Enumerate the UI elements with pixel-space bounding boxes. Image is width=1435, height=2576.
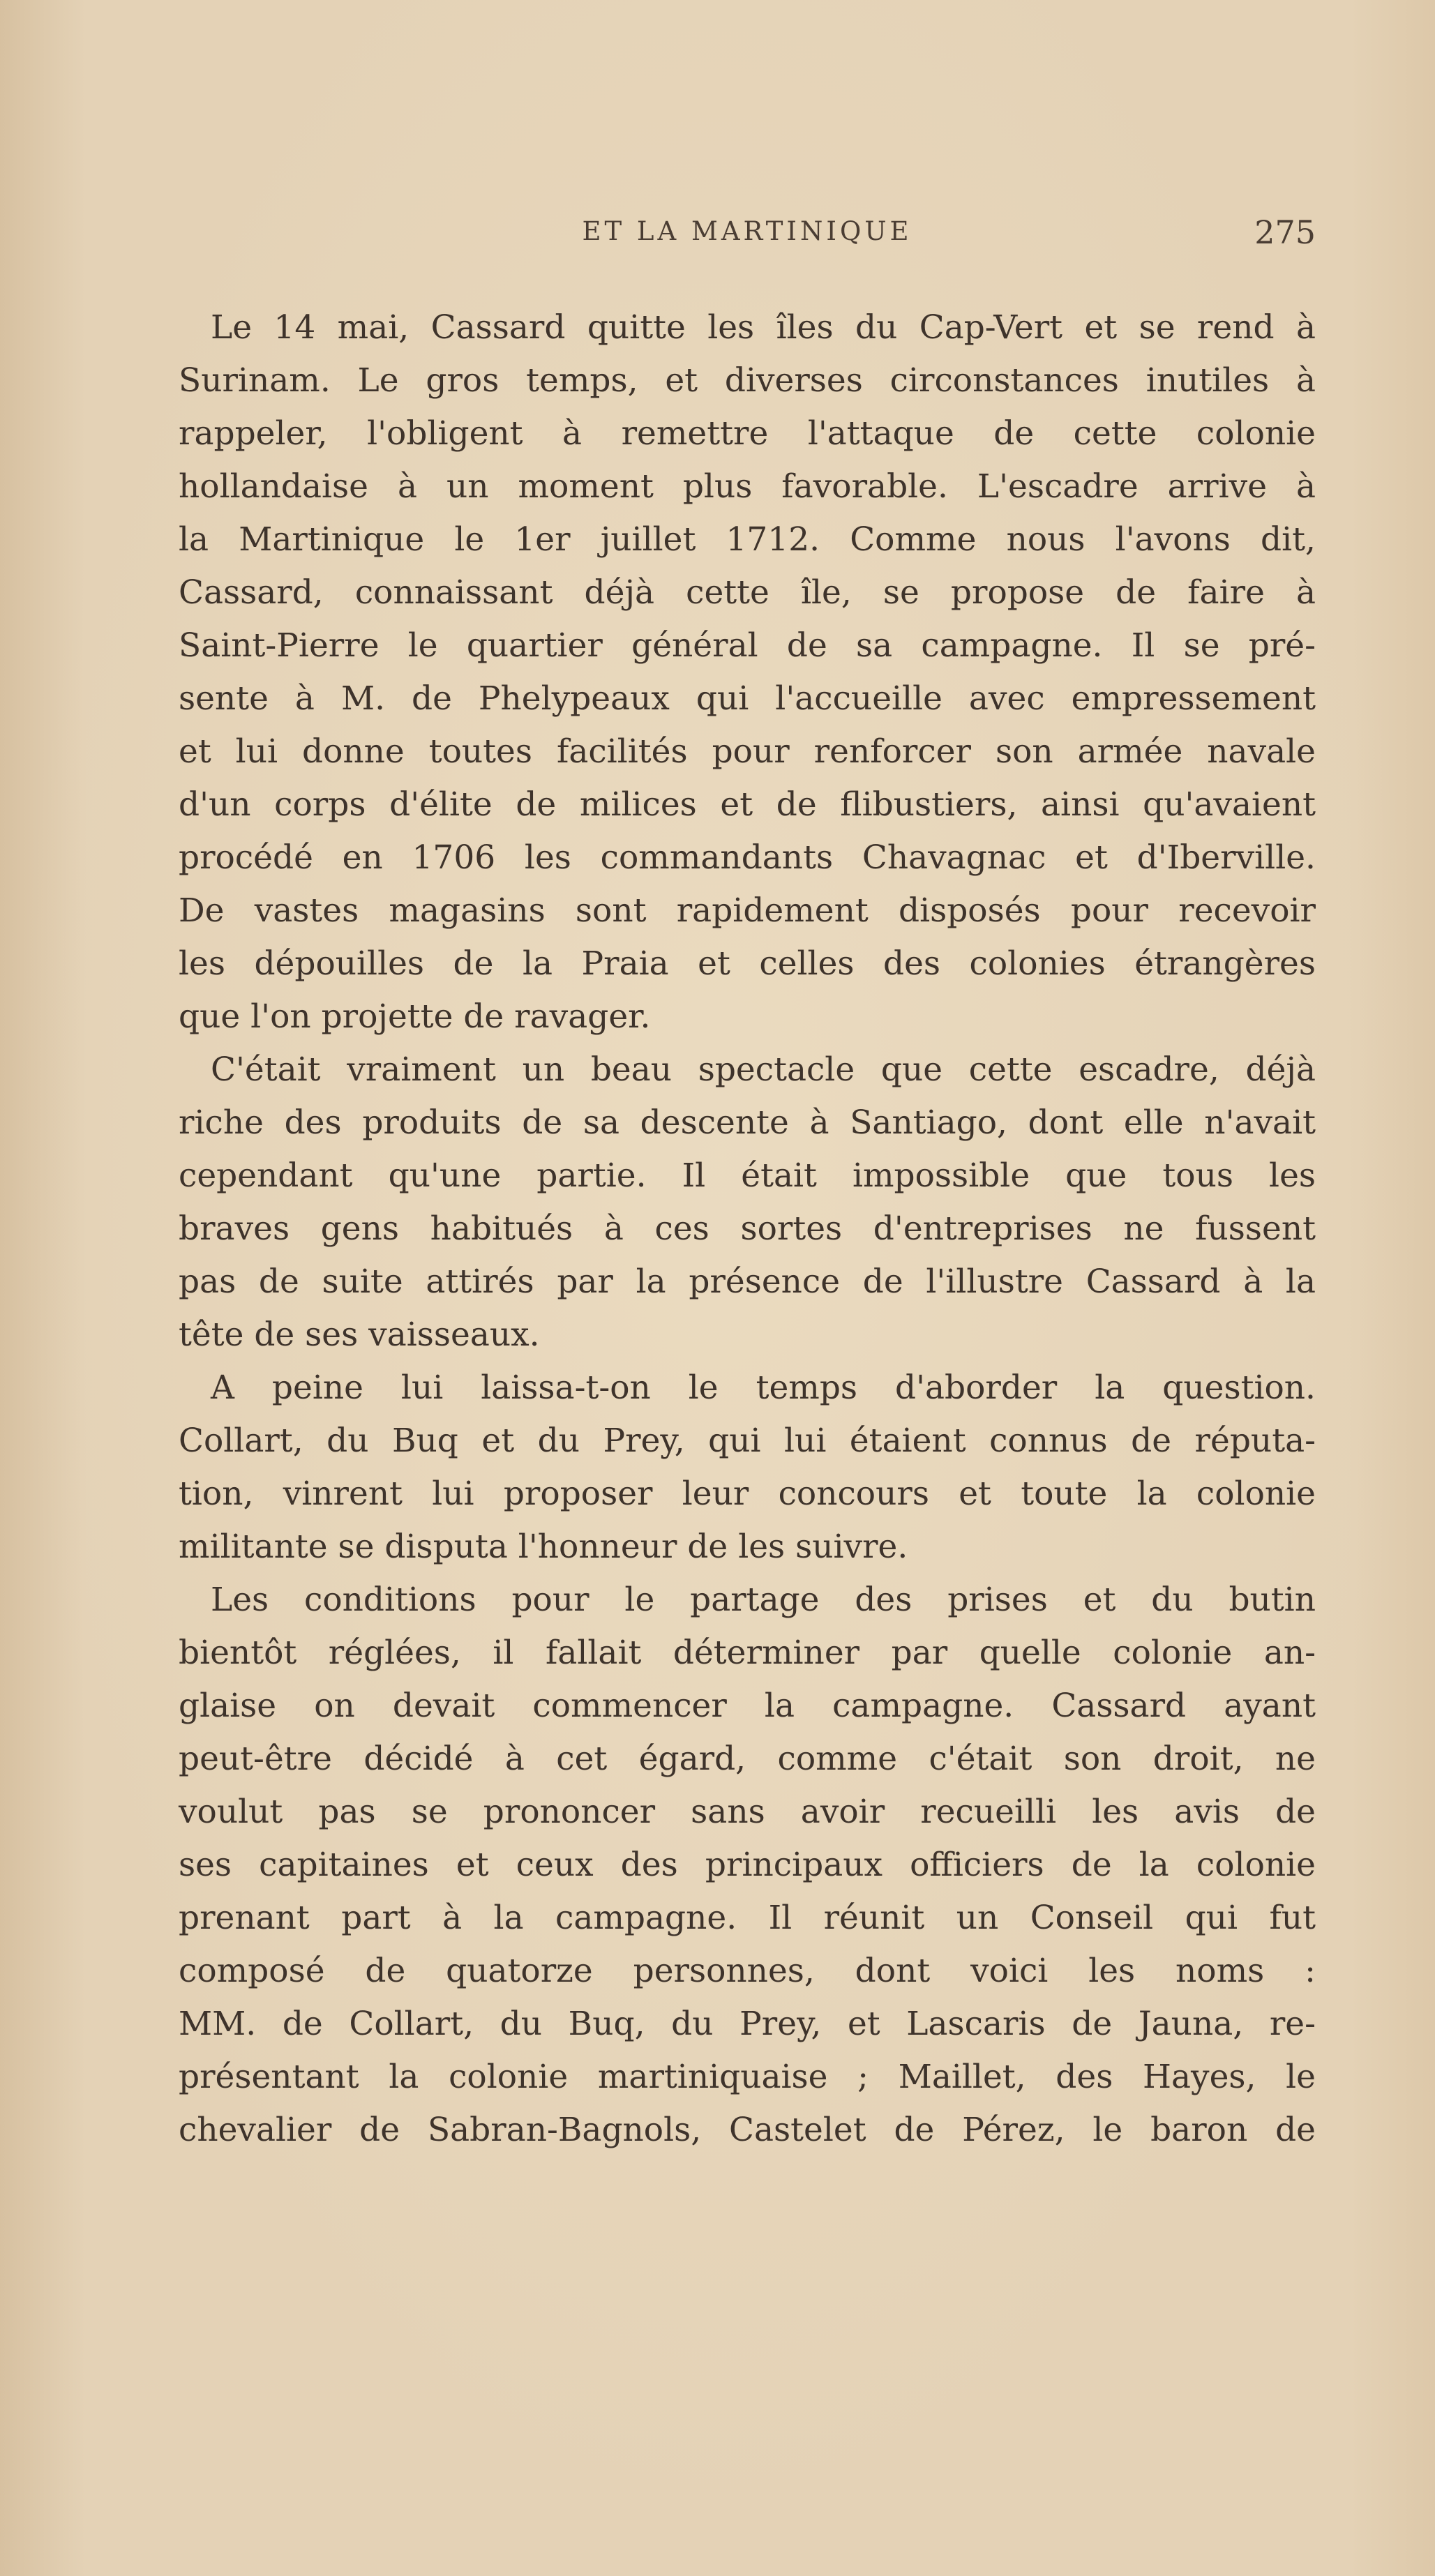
page-number: 275 [1254,213,1316,251]
running-head [179,213,1316,258]
text-line: Cassard, connaissant déjà cette île, se propose de faire à [179,573,1316,612]
text-line: cependant qu'une partie. Il était impossible que tous les [179,1157,1316,1195]
text-line: peut-être décidé à cet égard, comme c'était son droit, ne [179,1740,1316,1778]
text-line: d'un corps d'élite de milices et de flibustiers, ainsi qu'avaient [179,785,1316,824]
text-line: Saint-Pierre le quartier général de sa campagne. Il se pré- [179,626,1316,665]
text-line: hollandaise à un moment plus favorable. L'escadre arrive à [179,467,1316,506]
text-line: riche des produits de sa descente à Santiago, dont elle n'avait [179,1104,1316,1142]
text-line: braves gens habitués à ces sortes d'entreprises ne fussent [179,1210,1316,1248]
text-line: Les conditions pour le partage des prises et du butin [211,1581,1316,1619]
text-line: présentant la colonie martiniquaise ; Maillet, des Hayes, le [179,2058,1316,2096]
text-line: glaise on devait commencer la campagne. Cassard ayant [179,1687,1316,1725]
text-line: tion, vinrent lui proposer leur concours et toute la colonie [179,1475,1316,1513]
paragraph [179,301,1316,1044]
text-line: sente à M. de Phelypeaux qui l'accueille avec empressement [179,679,1316,718]
text-line: Surinam. Le gros temps, et diverses circonstances inutiles à [179,361,1316,400]
text-line: tête de ses vaisseaux. [179,1316,540,1354]
paragraph [179,1362,1316,1574]
text-line: rappeler, l'obligent à remettre l'attaque de cette colonie [179,414,1316,453]
text-line: pas de suite attirés par la présence de l'illustre Cassard à la [179,1263,1316,1301]
text-line: A peine lui laissa-t-on le temps d'aborder la question. [211,1369,1316,1407]
text-line: et lui donne toutes facilités pour renforcer son armée navale [179,732,1316,771]
text-line: composé de quatorze personnes, dont voici les noms : [179,1952,1316,1990]
paragraph [179,1574,1316,2157]
text-line: voulut pas se prononcer sans avoir recueilli les avis de [179,1793,1316,1831]
text-line: MM. de Collart, du Buq, du Prey, et Lascaris de Jauna, re- [179,2005,1316,2043]
text-line: militante se disputa l'honneur de les suivre. [179,1528,908,1566]
body-text [179,301,1316,2157]
text-line: prenant part à la campagne. Il réunit un Conseil qui fut [179,1899,1316,1937]
text-line: la Martinique le 1er juillet 1712. Comme nous l'avons dit, [179,520,1316,559]
text-line: chevalier de Sabran-Bagnols, Castelet de Pérez, le baron de [179,2111,1316,2149]
text-line: les dépouilles de la Praia et celles des colonies étrangères [179,944,1316,983]
text-line: procédé en 1706 les commandants Chavagnac et d'Iberville. [179,838,1316,877]
text-line: Le 14 mai, Cassard quitte les îles du Cap-Vert et se rend à [211,308,1316,347]
text-line: que l'on projette de ravager. [179,997,651,1036]
paragraph [179,1044,1316,1362]
text-line: Collart, du Buq et du Prey, qui lui étaient connus de réputa- [179,1422,1316,1460]
running-title: ET LA MARTINIQUE [582,216,912,246]
text-line: ses capitaines et ceux des principaux officiers de la colonie [179,1846,1316,1884]
text-line: C'était vraiment un beau spectacle que cette escadre, déjà [211,1050,1316,1089]
text-line: bientôt réglées, il fallait déterminer par quelle colonie an- [179,1634,1316,1672]
text-line: De vastes magasins sont rapidement disposés pour recevoir [179,891,1316,930]
